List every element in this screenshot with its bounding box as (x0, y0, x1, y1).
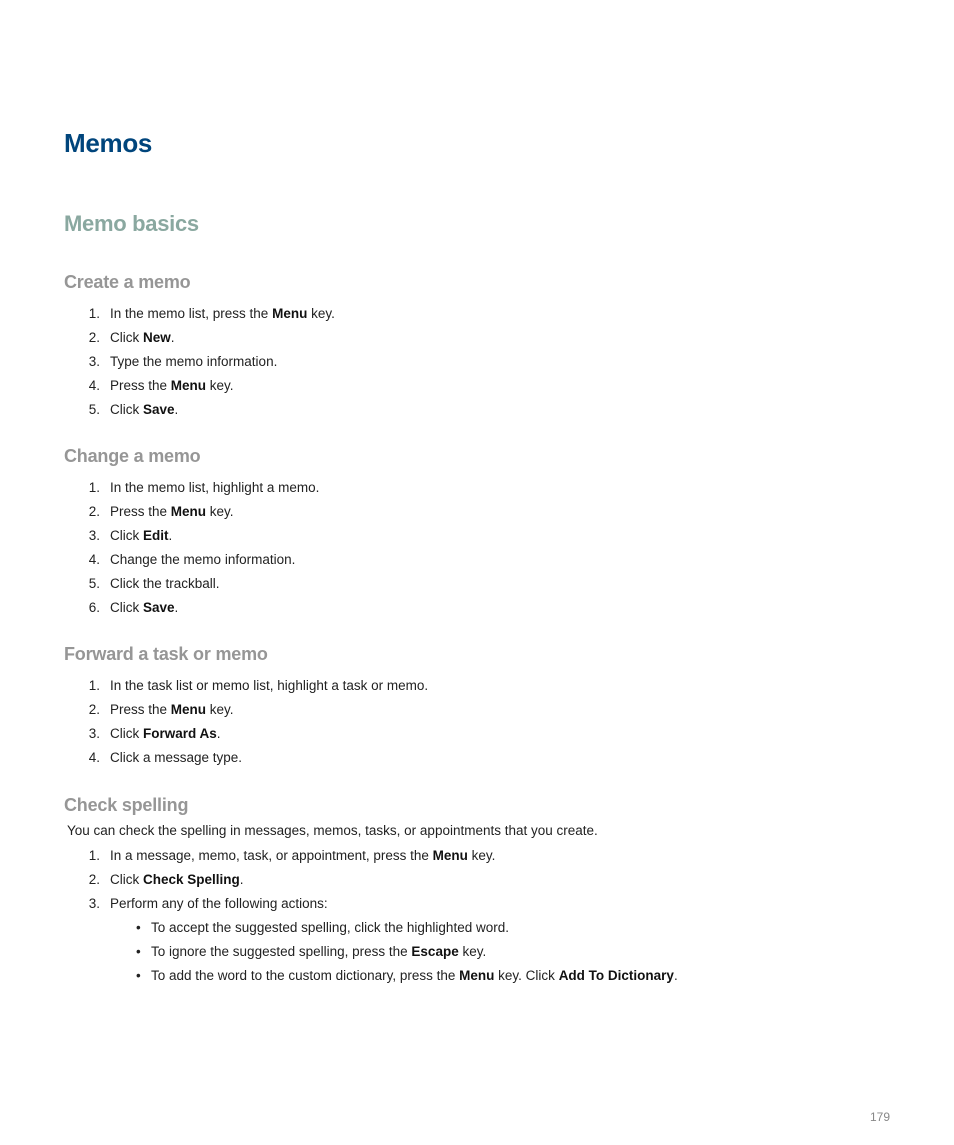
step-item (64, 526, 884, 550)
ui-term: Save (143, 402, 175, 417)
text-run: Click the trackball. (110, 576, 220, 591)
step-number: 3. (88, 528, 100, 543)
step-number: 2. (88, 504, 100, 519)
step-item (64, 676, 884, 700)
text-run: In the memo list, press the (110, 306, 273, 321)
bullets-check-spelling (64, 918, 884, 990)
text-run: key. (467, 848, 496, 863)
step-item (64, 352, 884, 376)
text-run: In a message, memo, task, or appointment, press the (110, 848, 433, 863)
step-text (110, 526, 172, 546)
text-run: Click (110, 402, 143, 417)
step-text (110, 870, 244, 890)
text-run: Click (110, 872, 143, 887)
step-text (110, 502, 234, 522)
step-item (64, 550, 884, 574)
step-number: 4. (88, 750, 100, 765)
step-text (110, 598, 178, 618)
step-number: 1. (88, 678, 100, 693)
step-number: 1. (88, 306, 100, 321)
bullet-text (151, 942, 486, 962)
step-text (110, 550, 295, 570)
step-number: 3. (88, 896, 100, 911)
heading-check-spelling: Check spelling (64, 795, 189, 815)
step-text (110, 376, 234, 396)
heading-create-memo: Create a memo (64, 272, 191, 292)
step-item (64, 870, 884, 894)
step-text (110, 352, 277, 372)
bullet-icon: • (136, 920, 141, 935)
section-title: Memo basics (64, 211, 199, 236)
step-number: 3. (88, 726, 100, 741)
text-run: Click (110, 330, 143, 345)
step-text (110, 400, 178, 420)
step-number: 2. (88, 702, 100, 717)
step-item (64, 400, 884, 424)
text-run: Click (110, 528, 143, 543)
heading-change-memo: Change a memo (64, 446, 201, 466)
step-text (110, 748, 242, 768)
text-run: To ignore the suggested spelling, press the (151, 944, 412, 959)
steps-change-memo (64, 478, 884, 622)
bullet-item (64, 942, 884, 966)
steps-forward-task-memo (64, 676, 884, 772)
ui-term: Menu (170, 378, 207, 393)
ui-term: Menu (170, 504, 207, 519)
ui-term: Menu (432, 848, 468, 863)
step-text (110, 676, 428, 696)
text-run: Change the memo information. (110, 552, 296, 567)
step-text (110, 304, 335, 324)
steps-check-spelling (64, 846, 884, 918)
step-item (64, 700, 884, 724)
text-run: Type the memo information. (110, 354, 278, 369)
step-item (64, 478, 884, 502)
step-number: 4. (88, 378, 100, 393)
step-item (64, 846, 884, 870)
text-run: Press the (110, 702, 171, 717)
ui-term: Forward As (143, 726, 217, 741)
page-number: 179 (869, 1110, 890, 1124)
step-text (110, 724, 221, 744)
text-run: key. (458, 944, 487, 959)
check-spelling-intro: You can check the spelling in messages, memos, tasks, or appointments that you create. (67, 823, 598, 838)
text-run: key. (206, 378, 234, 393)
ui-term: Edit (143, 528, 169, 543)
text-run: key. (206, 504, 234, 519)
text-run: . (174, 600, 179, 615)
step-number: 2. (88, 872, 100, 887)
step-text (110, 894, 328, 914)
ui-term: Menu (272, 306, 308, 321)
step-item (64, 574, 884, 598)
text-run: In the task list or memo list, highlight a task or memo. (110, 678, 429, 693)
ui-term: Save (143, 600, 175, 615)
step-item (64, 328, 884, 352)
steps-create-memo (64, 304, 884, 424)
text-run: . (170, 330, 175, 345)
text-run: key. (206, 702, 234, 717)
step-number: 4. (88, 552, 100, 567)
bullet-text (151, 918, 509, 938)
text-run: Press the (110, 378, 171, 393)
bullet-icon: • (136, 944, 141, 959)
step-number: 5. (88, 402, 100, 417)
step-text (110, 700, 234, 720)
bullet-text (151, 966, 678, 986)
text-run: Click a message type. (110, 750, 243, 765)
text-run: . (239, 872, 244, 887)
bullet-item (64, 966, 884, 990)
step-number: 6. (88, 600, 100, 615)
step-number: 1. (88, 480, 100, 495)
ui-term: Escape (411, 944, 459, 959)
step-item (64, 502, 884, 526)
text-run: Perform any of the following actions: (110, 896, 328, 911)
step-item (64, 748, 884, 772)
text-run: Click (110, 600, 143, 615)
step-item (64, 376, 884, 400)
step-text (110, 478, 319, 498)
text-run: Press the (110, 504, 171, 519)
text-run: To add the word to the custom dictionary, press the (151, 968, 460, 983)
step-item (64, 894, 884, 918)
page-title: Memos (64, 128, 153, 158)
step-number: 1. (88, 848, 100, 863)
ui-term: Add To Dictionary (558, 968, 674, 983)
text-run: . (174, 402, 179, 417)
text-run: . (168, 528, 173, 543)
step-text (110, 846, 495, 866)
heading-forward-task-memo: Forward a task or memo (64, 644, 268, 664)
text-run: key. (307, 306, 335, 321)
step-number: 5. (88, 576, 100, 591)
text-run: To accept the suggested spelling, click the highlighted word. (151, 920, 509, 935)
text-run: Click (110, 726, 143, 741)
ui-term: New (143, 330, 171, 345)
ui-term: Check Spelling (143, 872, 240, 887)
bullet-item (64, 918, 884, 942)
ui-term: Menu (459, 968, 495, 983)
step-item (64, 724, 884, 748)
text-run: key. Click (494, 968, 559, 983)
step-text (110, 574, 220, 594)
step-text (110, 328, 175, 348)
step-item (64, 598, 884, 622)
step-number: 3. (88, 354, 100, 369)
text-run: . (216, 726, 221, 741)
step-number: 2. (88, 330, 100, 345)
bullet-icon: • (136, 968, 141, 983)
step-item (64, 304, 884, 328)
text-run: In the memo list, highlight a memo. (110, 480, 320, 495)
ui-term: Menu (170, 702, 207, 717)
text-run: . (673, 968, 678, 983)
